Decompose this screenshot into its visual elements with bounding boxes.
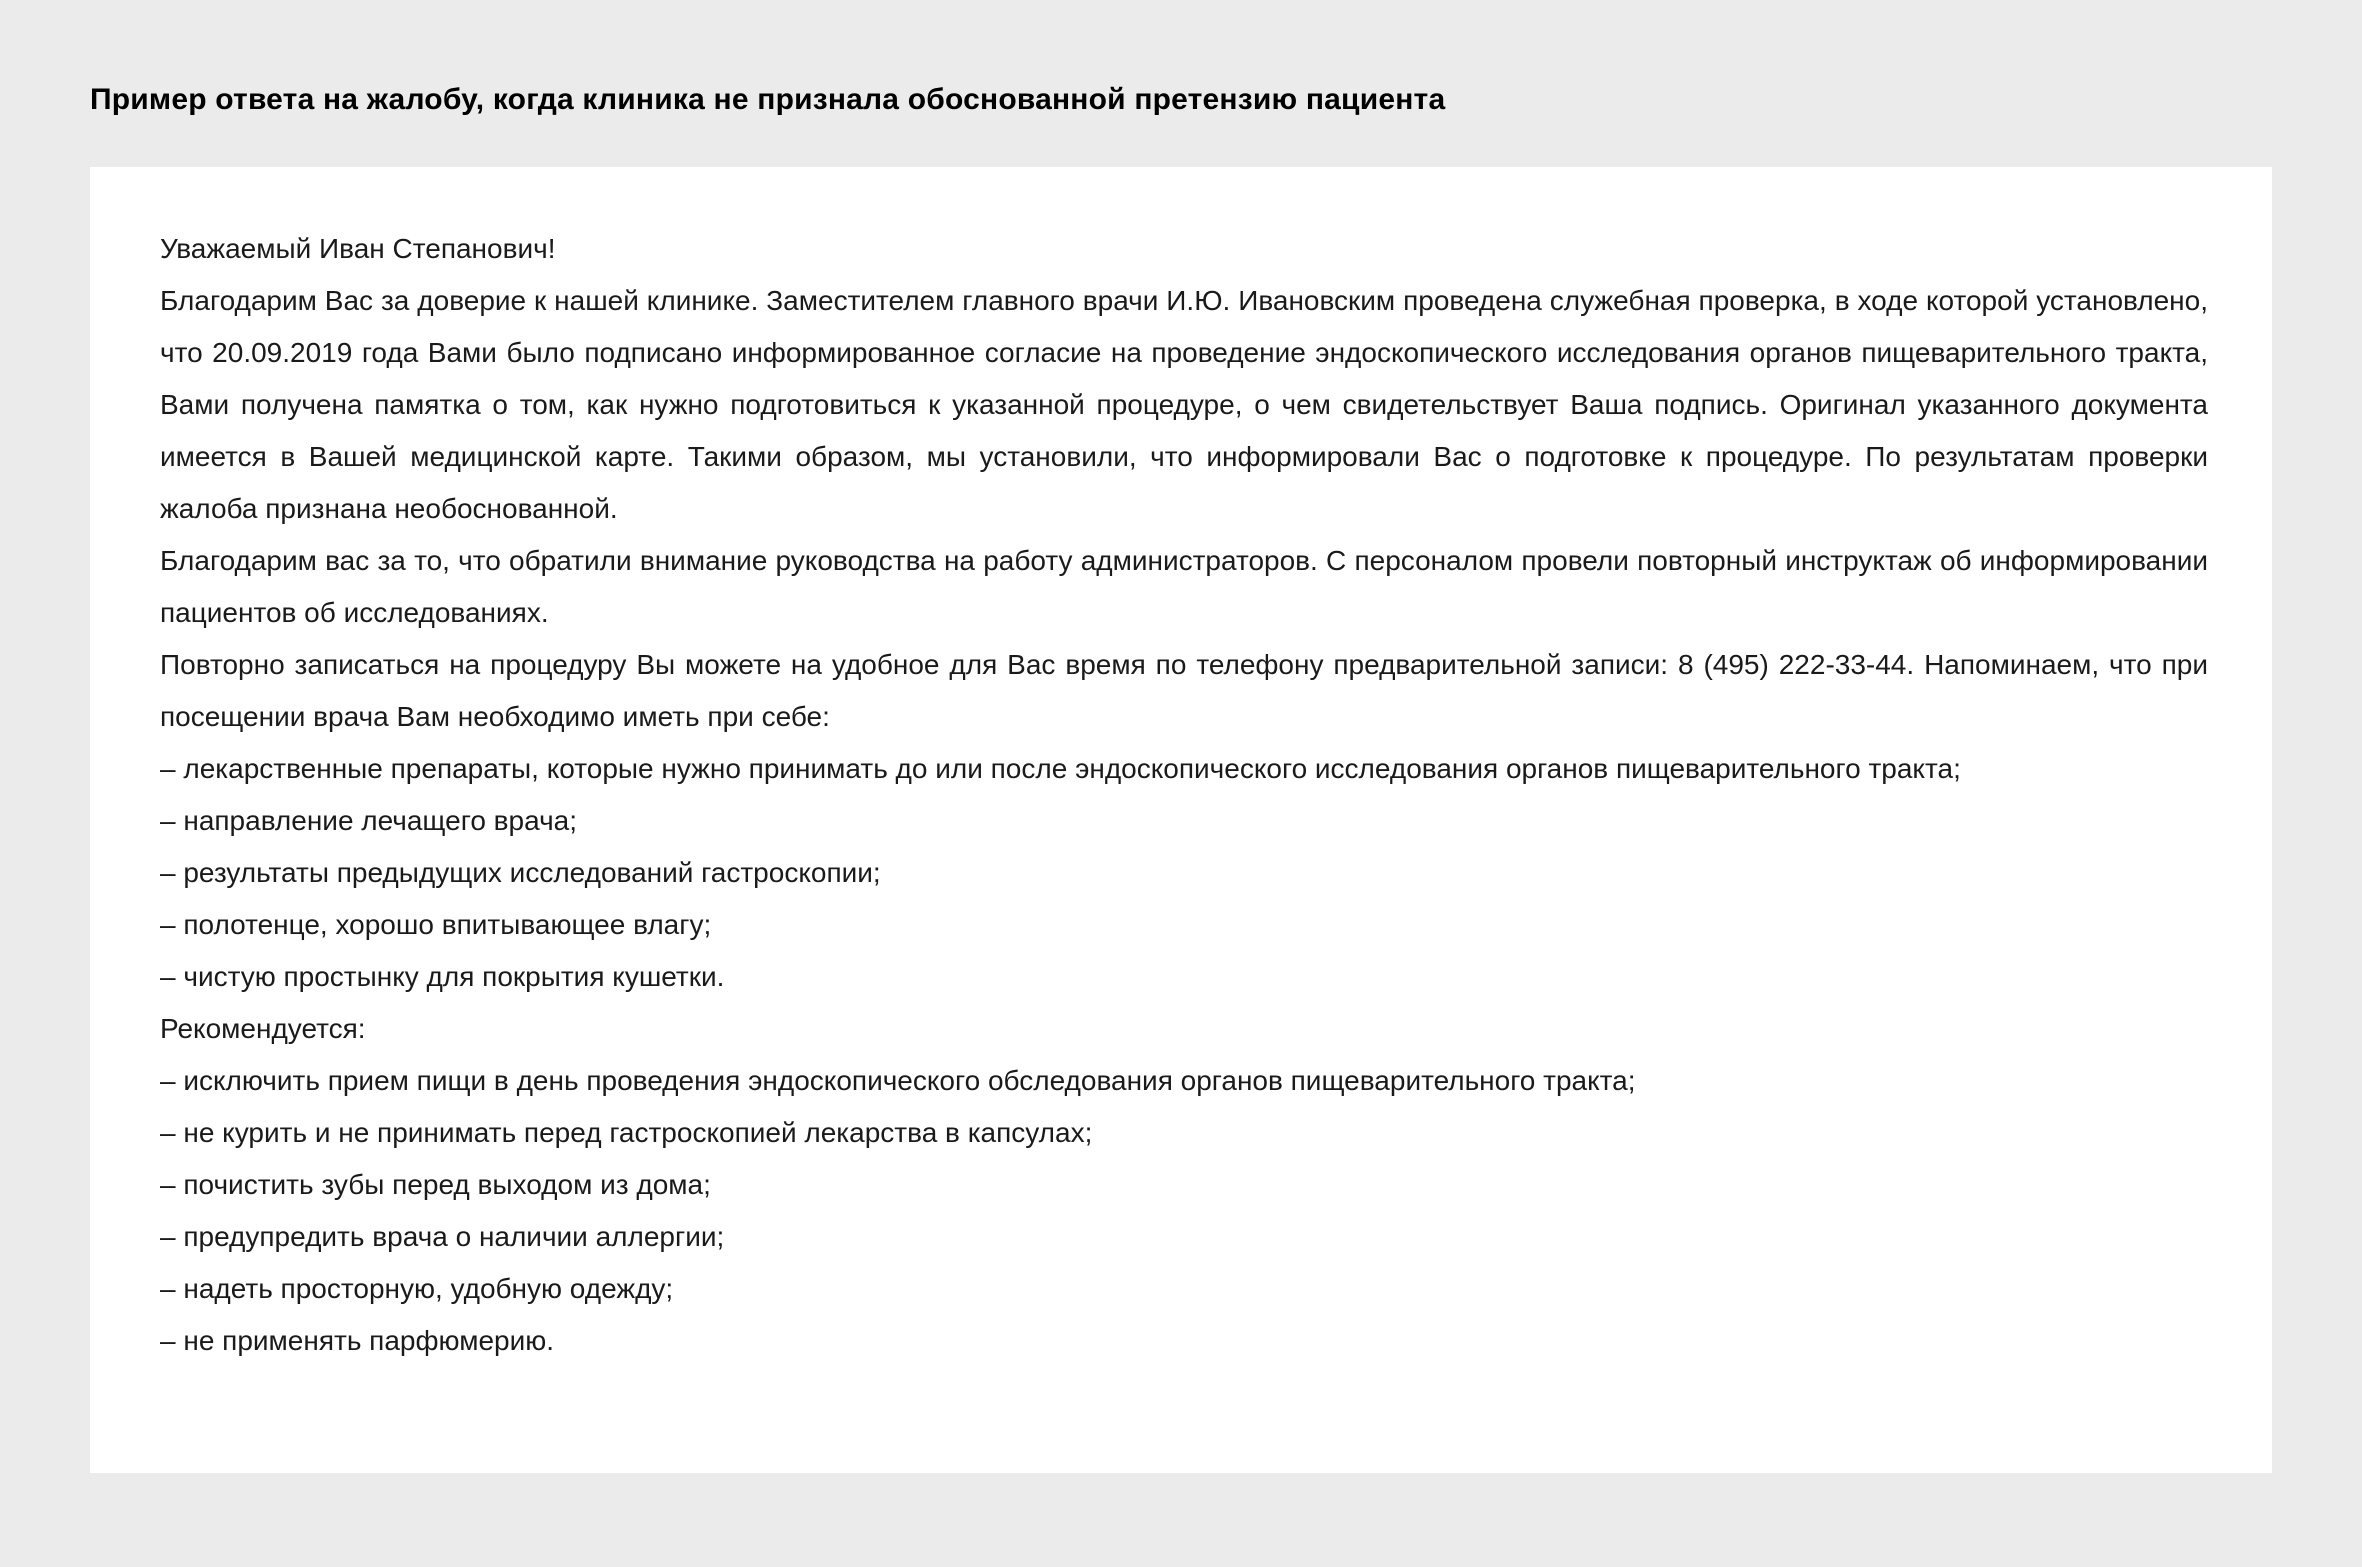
bring-item-medications: – лекарственные препараты, которые нужно принимать до или после эндоскопического исследования органов пищеварительного тракта; bbox=[160, 753, 1961, 784]
paragraph-reappointment-phone: Повторно записаться на процедуру Вы можете на удобное для Вас время по телефону предварительной записи: 8 (495) 222-33-44. Напоминаем, что при посещении врача Вам необходимо иметь при себе: bbox=[160, 649, 2208, 732]
recommendation-no-perfume: – не применять парфюмерию. bbox=[160, 1325, 555, 1356]
bring-item-towel: – полотенце, хорошо впитывающее влагу; bbox=[160, 909, 712, 940]
paragraph-investigation-result: Благодарим Вас за доверие к нашей клинике. Заместителем главного врачи И.Ю. Ивановским проведена служебная проверка, в ходе которой установлено, что 20.09.2019 года Вами было подписано информированное согласие на проведение эндоскопического исследования органов пищеварительного тракта, Вами получена памятка о том, как нужно подготовиться к указанной процедуре, о чем свидетельствует Ваша подпись. Оригинал указанного документа имеется в Вашей медицинской карте. Такими образом, мы установили, что информировали Вас о подготовке к процедуре. По результатам проверки жалоба признана необоснованной. bbox=[160, 285, 2208, 524]
page-title: Пример ответа на жалобу, когда клиника не признала обоснованной претензию пациента bbox=[90, 83, 1446, 116]
letter-card bbox=[90, 167, 2272, 1473]
bring-item-sheet: – чистую простынку для покрытия кушетки. bbox=[160, 961, 725, 992]
recommendations-label: Рекомендуется: bbox=[160, 1013, 366, 1044]
bring-item-previous-results: – результаты предыдущих исследований гастроскопии; bbox=[160, 857, 881, 888]
recommendation-brush-teeth: – почистить зубы перед выходом из дома; bbox=[160, 1169, 711, 1200]
recommendation-no-smoking-capsules: – не курить и не принимать перед гастроскопией лекарства в капсулах; bbox=[160, 1117, 1093, 1148]
recommendation-warn-allergy: – предупредить врача о наличии аллергии; bbox=[160, 1221, 725, 1252]
recommendation-no-food: – исключить прием пищи в день проведения эндоскопического обследования органов пищеварительного тракта; bbox=[160, 1065, 1636, 1096]
salutation: Уважаемый Иван Степанович! bbox=[160, 233, 556, 264]
paragraph-thanks-staff-briefing: Благодарим вас за то, что обратили внимание руководства на работу администраторов. С персоналом провели повторный инструктаж об информировании пациентов об исследованиях. bbox=[160, 545, 2208, 628]
bring-item-referral: – направление лечащего врача; bbox=[160, 805, 578, 836]
recommendation-loose-clothes: – надеть просторную, удобную одежду; bbox=[160, 1273, 674, 1304]
